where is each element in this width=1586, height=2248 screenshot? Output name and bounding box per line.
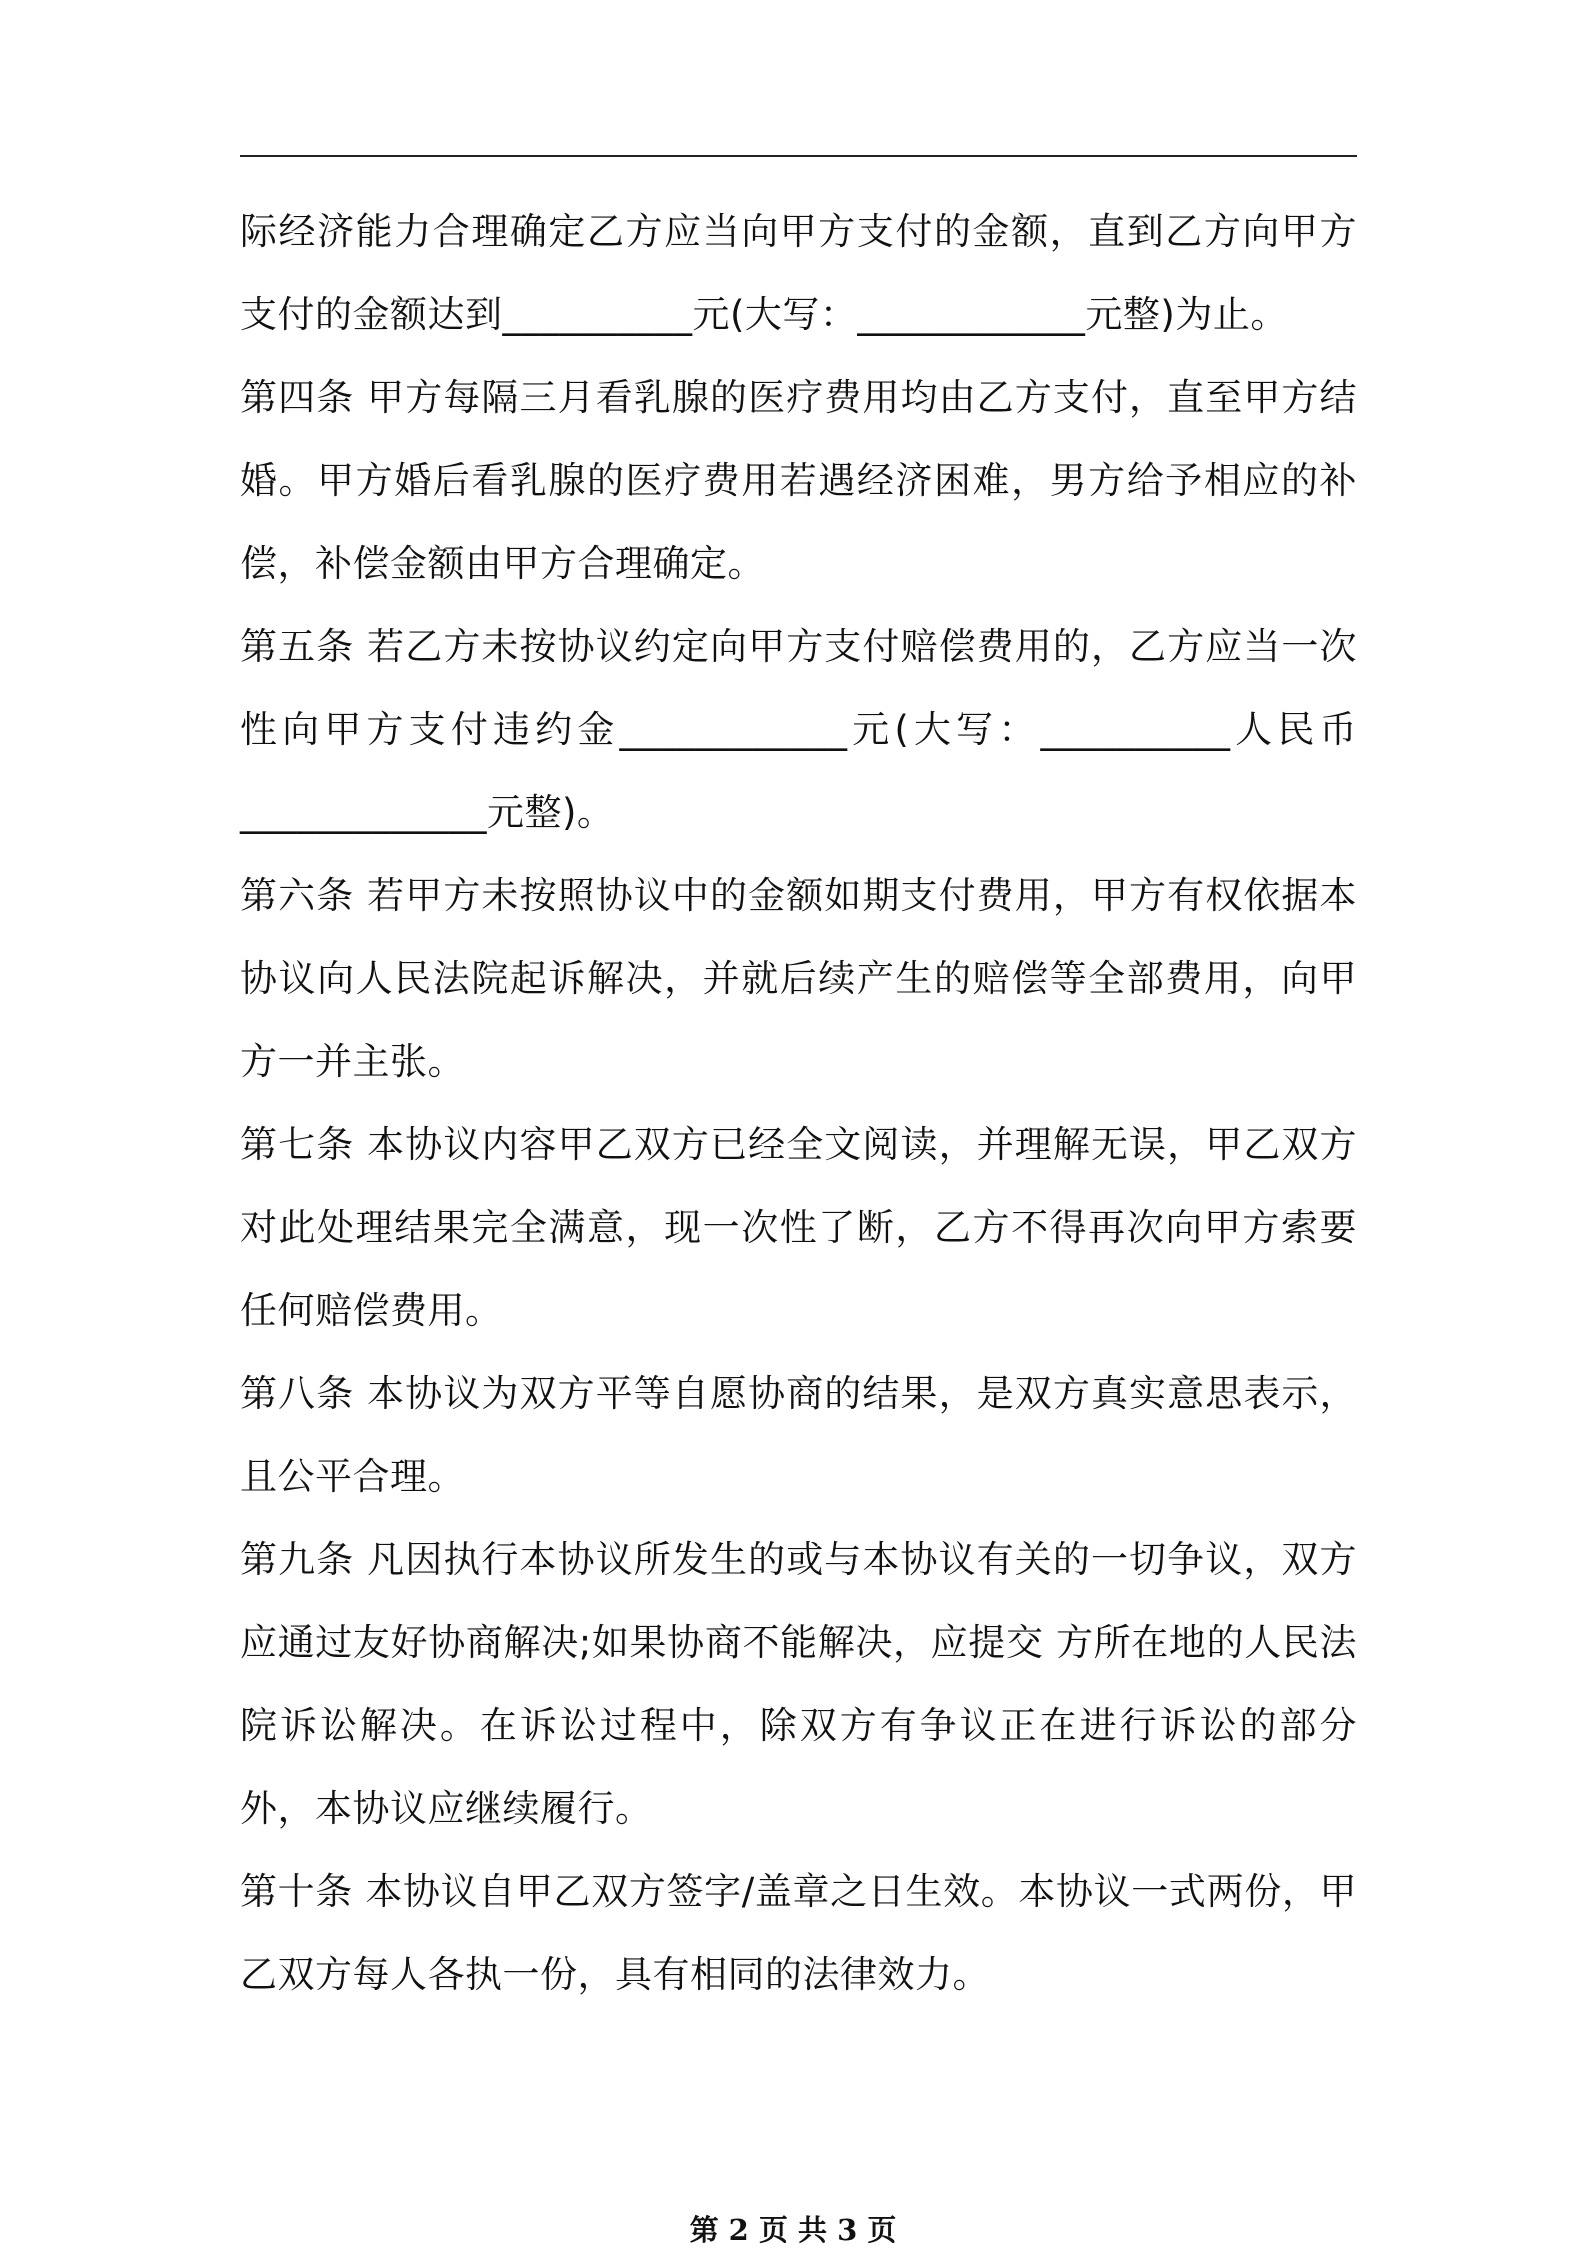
paragraph-text: 本协议自甲乙双方签字/盖章之日生效。本协议一式两份，甲乙双方每人各执一份，具有相同的法律效力。 [240, 1870, 1358, 1996]
document-body [240, 190, 1357, 2016]
paragraph-continuation [240, 190, 1357, 356]
article-number: 第四条 [240, 376, 355, 419]
article-number: 第十条 [240, 1870, 353, 1913]
article-10 [240, 1850, 1357, 2016]
header-rule [240, 155, 1357, 157]
article-number: 第五条 [240, 625, 355, 668]
article-number: 第六条 [240, 874, 355, 917]
article-7 [240, 1103, 1357, 1352]
article-8 [240, 1352, 1357, 1518]
paragraph-text: 若甲方未按照协议中的金额如期支付费用，甲方有权依据本协议向人民法院起诉解决，并就后续产生的赔偿等全部费用，向甲方一并主张。 [240, 874, 1358, 1083]
paragraph-text: 甲方每隔三月看乳腺的医疗费用均由乙方支付，直至甲方结婚。甲方婚后看乳腺的医疗费用若遇经济困难，男方给予相应的补偿，补偿金额由甲方合理确定。 [240, 376, 1358, 585]
paragraph-text: 若乙方未按协议约定向甲方支付赔偿费用的，乙方应当一次性向甲方支付违约金____________元(大写：__________人民币_____________元整)。 [240, 625, 1358, 834]
paragraph-text: 本协议为双方平等自愿协商的结果，是双方真实意思表示，且公平合理。 [240, 1372, 1358, 1498]
paragraph-text: 际经济能力合理确定乙方应当向甲方支付的金额，直到乙方向甲方支付的金额达到__________元(大写：____________元整)为止。 [240, 210, 1357, 336]
paragraph-text: 本协议内容甲乙双方已经全文阅读，并理解无误，甲乙双方对此处理结果完全满意，现一次性了断，乙方不得再次向甲方索要任何赔偿费用。 [240, 1123, 1358, 1332]
article-9 [240, 1518, 1357, 1850]
article-number: 第八条 [240, 1372, 355, 1415]
paragraph-text: 凡因执行本协议所发生的或与本协议有关的一切争议，双方应通过友好协商解决;如果协商不能解决，应提交 方所在地的人民法院诉讼解决。在诉讼过程中，除双方有争议正在进行诉讼的部分外，本协议应继续履行。 [240, 1538, 1358, 1830]
article-number: 第九条 [240, 1538, 355, 1581]
article-4 [240, 356, 1357, 605]
page-number-label: 第 2 页 共 3 页 [689, 2213, 897, 2247]
article-6 [240, 854, 1357, 1103]
article-5 [240, 605, 1357, 854]
article-number: 第七条 [240, 1123, 355, 1166]
page-footer [0, 2212, 1586, 2248]
